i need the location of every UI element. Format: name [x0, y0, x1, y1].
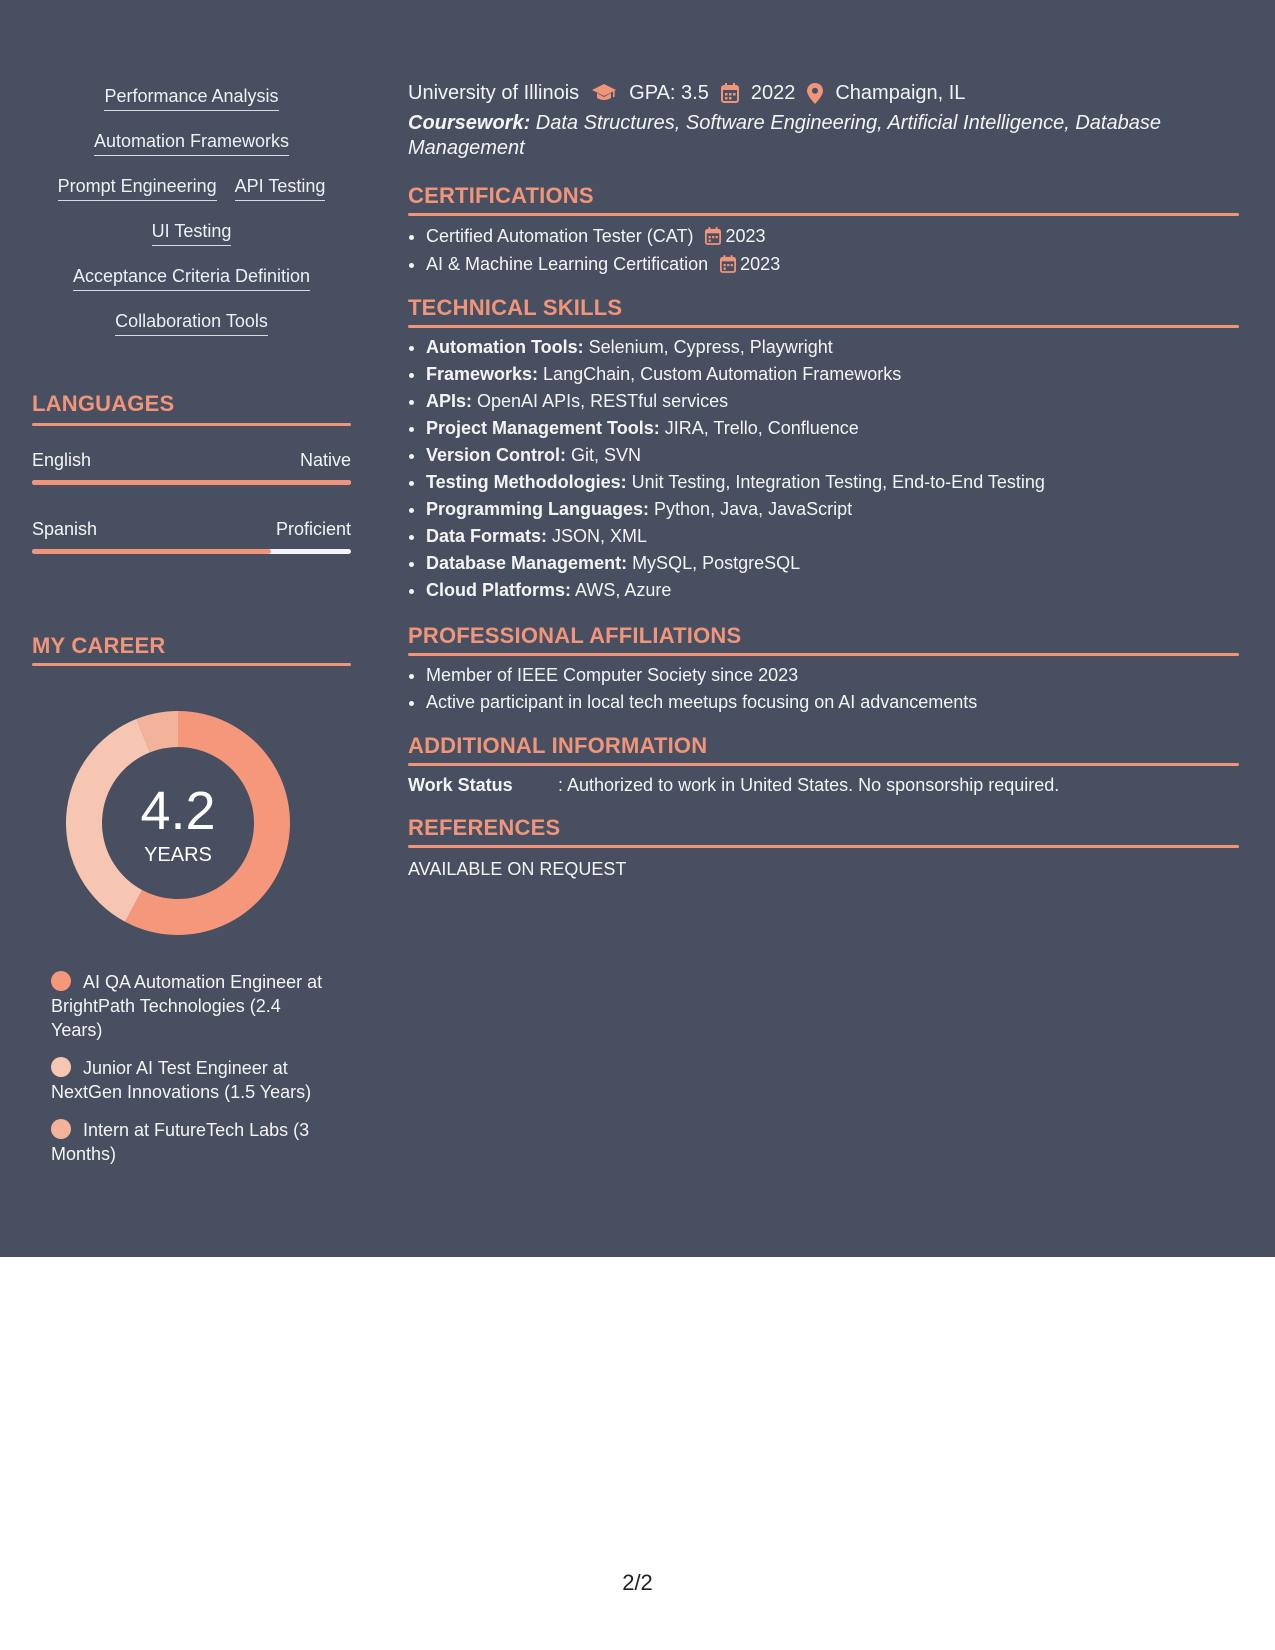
education-school: University of Illinois: [408, 82, 580, 104]
technical-skill-item: [426, 469, 1045, 496]
certification-item: [426, 250, 780, 278]
language-row: [32, 517, 351, 541]
languages-rule: [32, 423, 351, 426]
technical-skills-list: [408, 334, 1045, 604]
language-bar-fill: [32, 480, 351, 485]
language-bar-fill: [32, 549, 271, 554]
skill-label: Database Management:: [426, 553, 628, 573]
skill-value: JIRA, Trello, Confluence: [659, 418, 859, 438]
technical-skills-rule: [408, 325, 1239, 328]
education-location: Champaign, IL: [835, 82, 966, 104]
career-legend: [51, 970, 331, 1180]
education-line: [408, 80, 1239, 106]
skill-value: Selenium, Cypress, Playwright: [583, 337, 833, 357]
skill-value: LangChain, Custom Automation Frameworks: [538, 364, 902, 384]
skill-value: Python, Java, JavaScript: [649, 499, 853, 519]
certification-item: [426, 222, 780, 250]
certification-year: 2023: [725, 226, 766, 246]
skill-tag: Performance Analysis: [104, 84, 278, 111]
career-legend-item: [51, 1056, 331, 1104]
skill-row: [32, 174, 351, 219]
skill-row: [32, 264, 351, 309]
skill-tag: API Testing: [235, 174, 326, 201]
work-status-label: Work Status: [408, 775, 513, 795]
career-legend-label: AI QA Automation Engineer at BrightPath Technologies (2.4 Years): [51, 972, 323, 1040]
additional-info-rule: [408, 763, 1239, 766]
skill-label: Project Management Tools:: [426, 418, 660, 438]
skill-label: Data Formats:: [426, 526, 548, 546]
technical-skills-title: TECHNICAL SKILLS: [408, 295, 623, 320]
career-unit: YEARS: [144, 844, 212, 866]
language-name: Spanish: [32, 519, 98, 539]
career-legend-item: [51, 970, 331, 1042]
page-number: 2/2: [622, 1570, 653, 1595]
career-rule: [32, 663, 351, 666]
skill-label: Automation Tools:: [426, 337, 584, 357]
donut-slice-1: [66, 719, 150, 922]
technical-skill-item: [426, 496, 1045, 523]
coursework-list: Data Structures, Software Engineering, Artificial Intelligence, Database Management: [408, 112, 1161, 159]
affiliations-rule: [408, 653, 1239, 656]
skill-value: AWS, Azure: [571, 580, 672, 600]
language-bar: [32, 480, 351, 485]
career-legend-label: Junior AI Test Engineer at NextGen Innovations (1.5 Years): [51, 1058, 312, 1102]
references-value: AVAILABLE ON REQUEST: [408, 859, 627, 879]
technical-skill-item: [426, 361, 1045, 388]
career-legend-label: Intern at FutureTech Labs (3 Months): [51, 1120, 310, 1164]
language-level: Native: [299, 450, 351, 470]
technical-skill-item: [426, 550, 1045, 577]
affiliation-item: • Member of IEEE Computer Society since 2023: [426, 662, 977, 689]
career-donut-chart: [66, 711, 290, 935]
coursework-label: Coursework:: [408, 112, 531, 134]
skill-label: Testing Methodologies:: [426, 472, 627, 492]
skill-value: OpenAI APIs, RESTful services: [472, 391, 729, 411]
certifications-list: [408, 222, 780, 278]
skill-tags: [32, 84, 351, 354]
skill-label: Cloud Platforms:: [426, 580, 572, 600]
references-title: REFERENCES: [408, 815, 561, 840]
coursework: [408, 111, 1168, 161]
certification-year: 2023: [740, 254, 781, 274]
language-row: [32, 448, 351, 472]
career-legend-item: [51, 1118, 331, 1166]
skill-label: Version Control:: [426, 445, 567, 465]
legend-dot: [51, 1119, 71, 1139]
map-pin-icon: [807, 83, 823, 104]
technical-skill-item: [426, 442, 1045, 469]
certification-name: Certified Automation Tester (CAT): [426, 226, 694, 246]
calendar-icon: [720, 255, 736, 273]
technical-skill-item: [426, 523, 1045, 550]
skill-tag: UI Testing: [152, 219, 232, 246]
certifications-rule: [408, 213, 1239, 216]
additional-info-title: ADDITIONAL INFORMATION: [408, 733, 708, 758]
affiliations-list: [408, 662, 977, 716]
legend-dot: [51, 971, 71, 991]
legend-dot: [51, 1057, 71, 1077]
references-rule: [408, 845, 1239, 848]
career-total: 4.2: [140, 781, 216, 841]
skill-value: JSON, XML: [547, 526, 648, 546]
language-bar: [32, 549, 351, 554]
language-level: Proficient: [275, 519, 351, 539]
work-status-value: : Authorized to work in United States. No sponsorship required.: [558, 775, 1060, 795]
skill-value: Git, SVN: [566, 445, 642, 465]
skill-label: Frameworks:: [426, 364, 539, 384]
certifications-title: CERTIFICATIONS: [408, 183, 594, 208]
certification-name: AI & Machine Learning Certification: [426, 254, 709, 274]
skill-row: [32, 309, 351, 354]
skill-row: [32, 219, 351, 264]
skill-tag: Prompt Engineering: [58, 174, 217, 201]
skill-value: Unit Testing, Integration Testing, End-to-End Testing: [626, 472, 1045, 492]
technical-skill-item: [426, 415, 1045, 442]
skill-row: [32, 129, 351, 174]
education-year: 2022: [750, 82, 796, 104]
skill-tag: Automation Frameworks: [94, 129, 289, 156]
technical-skill-item: [426, 577, 1045, 604]
education-gpa: GPA: 3.5: [629, 82, 709, 104]
technical-skill-item: [426, 334, 1045, 361]
career-title: MY CAREER: [32, 633, 166, 658]
skill-tag: Acceptance Criteria Definition: [73, 264, 310, 291]
calendar-icon: [721, 83, 739, 103]
work-status: [408, 773, 1059, 797]
skill-tag: Collaboration Tools: [115, 309, 268, 336]
affiliations-title: PROFESSIONAL AFFILIATIONS: [408, 623, 742, 648]
skill-label: APIs:: [426, 391, 473, 411]
skill-label: Programming Languages:: [426, 499, 650, 519]
technical-skill-item: [426, 388, 1045, 415]
calendar-icon: [705, 227, 721, 245]
graduation-cap-icon: [591, 83, 617, 103]
languages-title: LANGUAGES: [32, 391, 175, 416]
affiliation-item: • Active participant in local tech meetups focusing on AI advancements: [426, 689, 977, 716]
skill-value: MySQL, PostgreSQL: [627, 553, 801, 573]
language-name: English: [32, 450, 92, 470]
skill-row: [32, 84, 351, 129]
